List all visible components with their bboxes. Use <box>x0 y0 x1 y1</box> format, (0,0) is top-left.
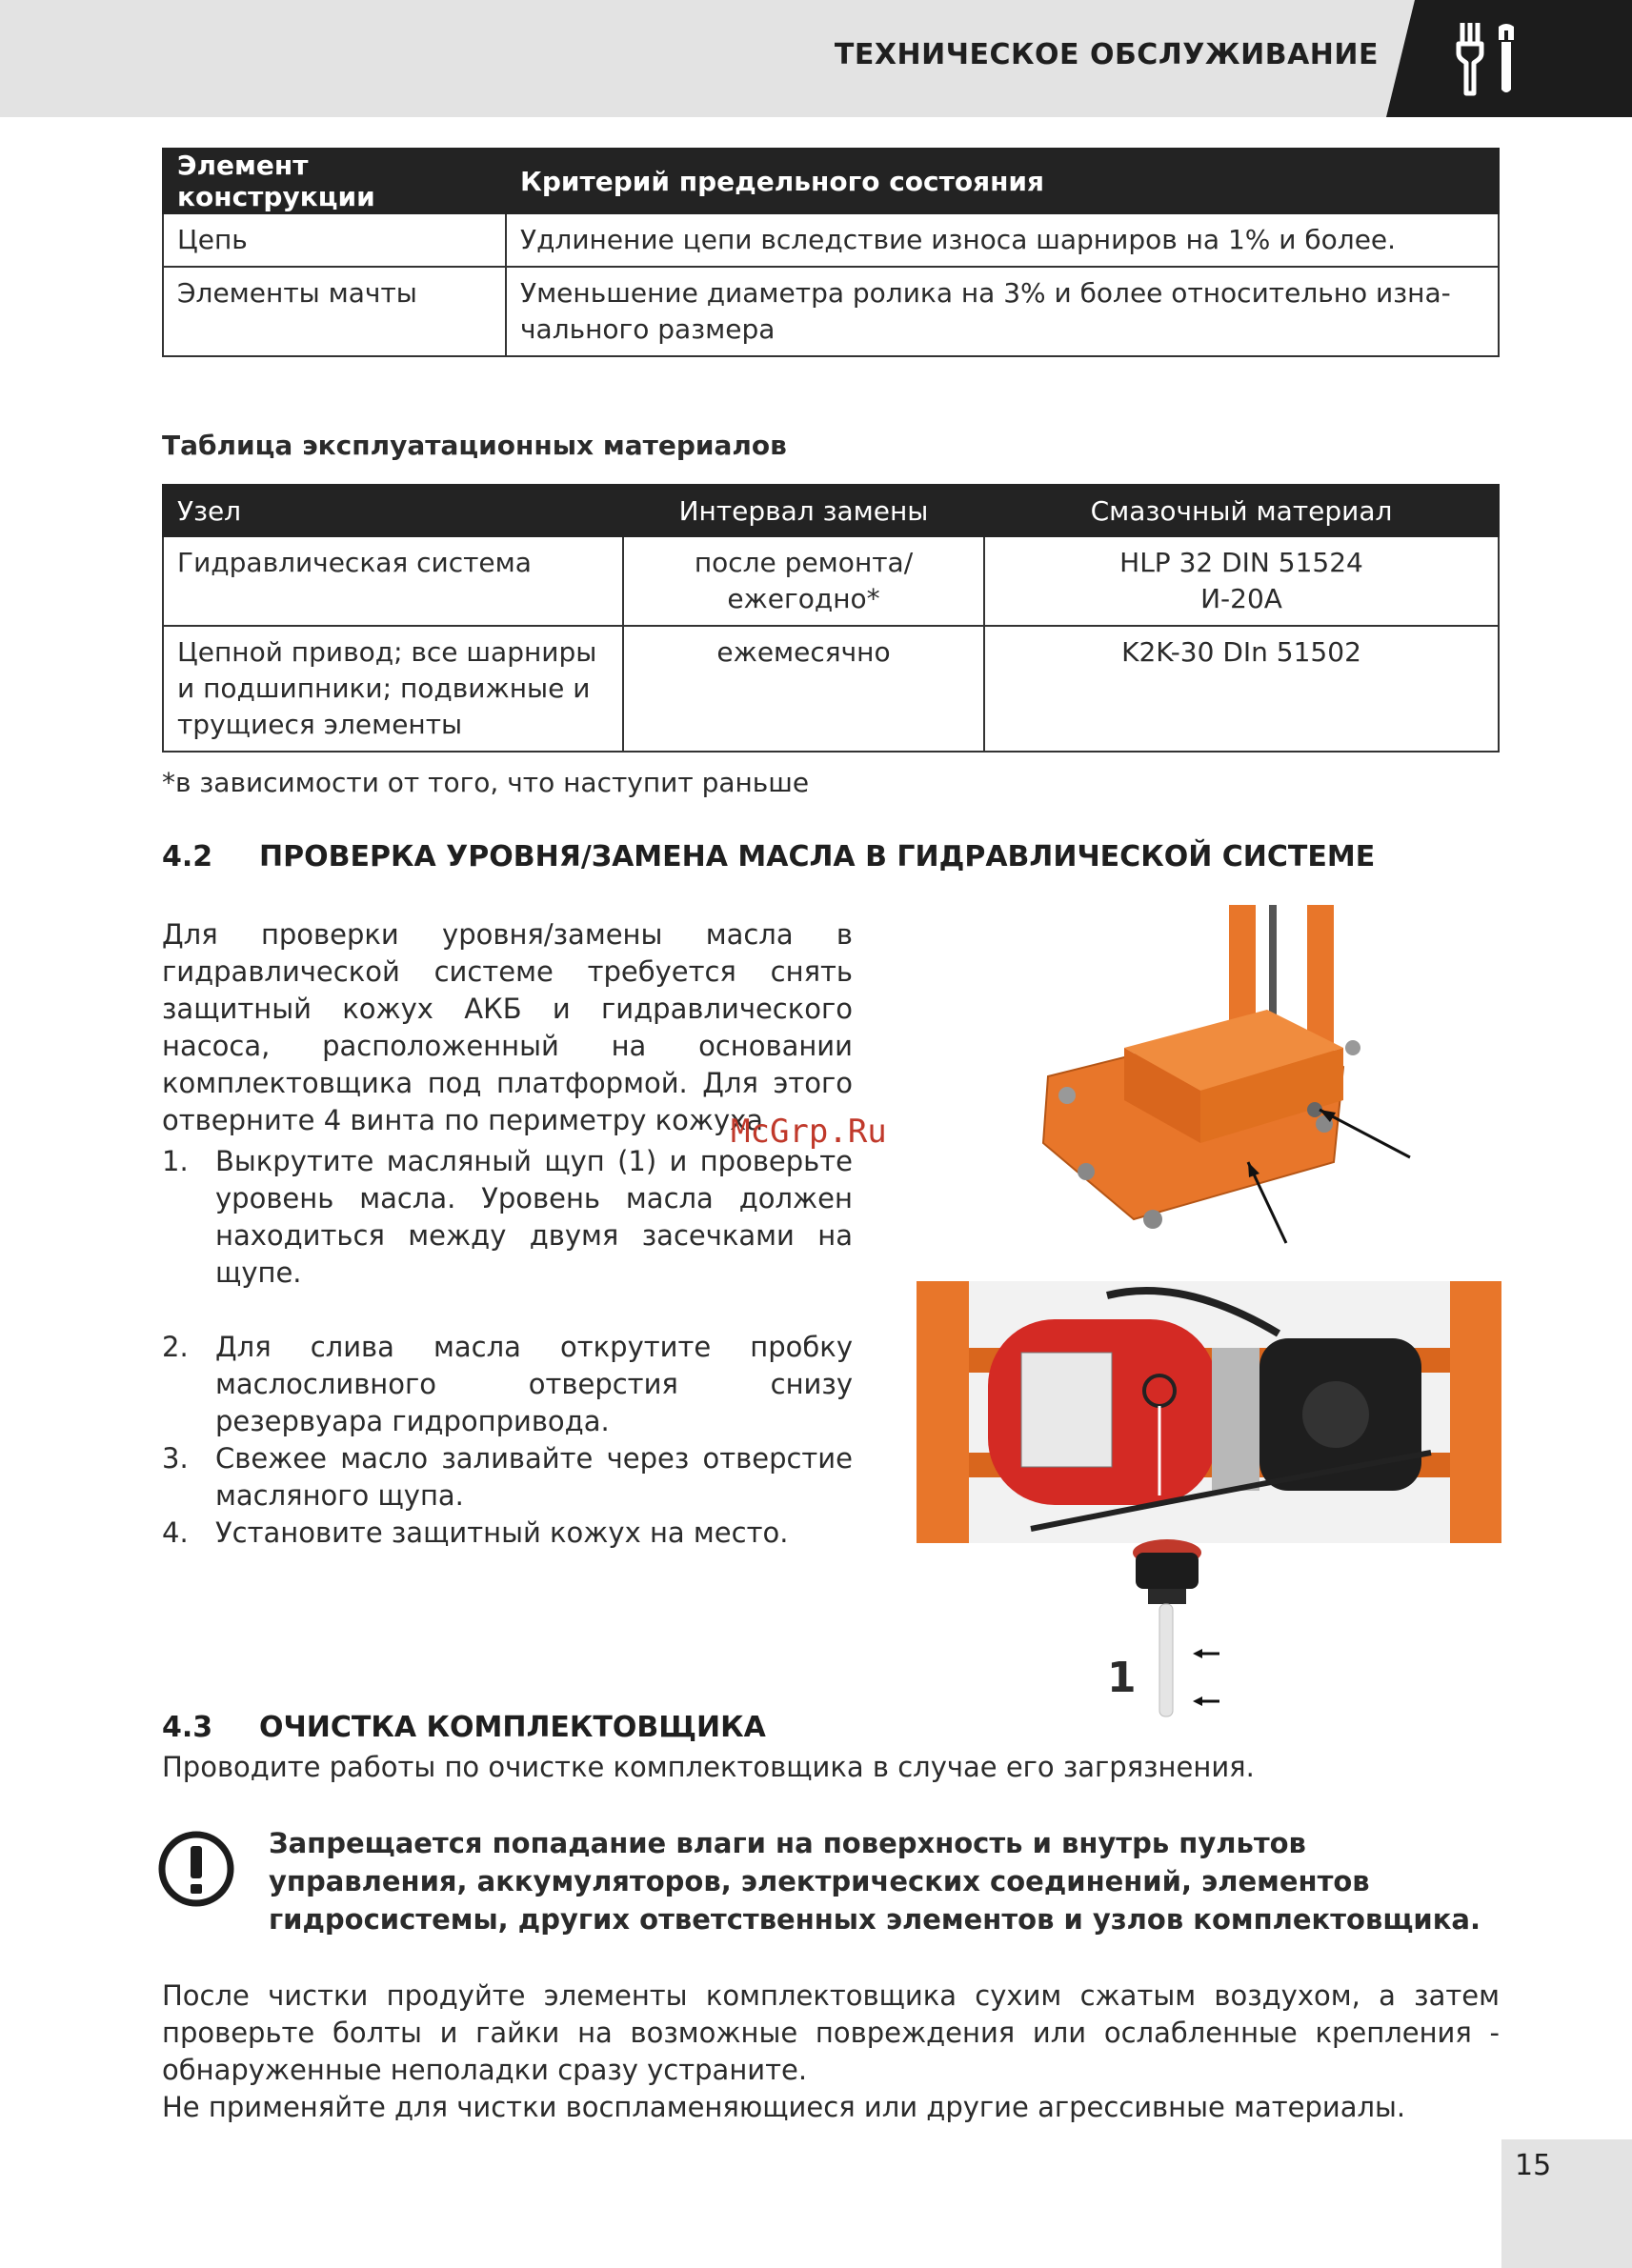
tools-icon <box>1441 17 1546 98</box>
section-4-2-heading <box>162 840 1375 873</box>
section-4-2-intro: Для проверки уровня/замены масла в гидравлической системе требуется снять защитный кожух АКБ и гидравлического насоса, расположенный на основании комплектовщика под платформой. Для этого отверните 4 винта по периметру кожуха <box>162 918 853 1136</box>
table-header-row <box>163 485 1499 536</box>
materials-footnote: *в зависимости от того, что наступит раньше <box>162 767 810 798</box>
section-title: ПРОВЕРКА УРОВНЯ/ЗАМЕНА МАСЛА В ГИДРАВЛИЧЕСКОЙ СИСТЕМЕ <box>259 840 1376 873</box>
step-text: Для слива масла открутите пробку маслосливного отверстия снизу резервуара гидропривода. <box>215 1331 853 1437</box>
warning-icon <box>156 1829 236 1909</box>
table-cell: Удлинение цепи вследствие износа шарниров на 1% и более. <box>506 213 1499 267</box>
table-header: Узел <box>163 485 623 536</box>
cleaning-caution-text: Не применяйте для чистки воспламеняющиеся или другие агрессивные материалы. <box>162 2091 1406 2123</box>
table-cell: Цепь <box>163 213 506 267</box>
table-cell <box>623 536 984 626</box>
section-title: ОЧИСТКА КОМПЛЕКТОВЩИКА <box>259 1711 766 1744</box>
list-item <box>162 1515 853 1552</box>
warning-text: Запрещается попадание влаги на поверхность и внутрь пультов управления, аккумуляторов, электрических соединений, элементов гидросистемы, других ответственных элементов и узлов комплектовщика. <box>269 1827 1481 1936</box>
lubricant-line: HLP 32 DIN 51524 <box>1119 547 1363 578</box>
table-cell: Элементы мачты <box>163 267 506 356</box>
table-header-row <box>163 149 1499 213</box>
header-band <box>0 0 1632 117</box>
hydraulic-pump-photo <box>917 1281 1501 1543</box>
limit-state-table <box>162 148 1500 357</box>
after-cleaning-text: После чистки продуйте элементы комплектовщика сухим сжатым воздухом, а затем проверьте болты и гайки на возможные повреждения или ослабленные крепления - обнаруженные неполадки сразу устраните. <box>162 1979 1500 2086</box>
step-number: 4. <box>162 1516 189 1549</box>
header-tab <box>1386 0 1632 117</box>
step-number: 3. <box>162 1442 189 1475</box>
interval-line: после ремонта/ <box>694 547 914 578</box>
step-text: Свежее масло заливайте через отверстие масляного щупа. <box>215 1442 853 1512</box>
step-number: 2. <box>162 1331 189 1363</box>
interval-line: ежегодно* <box>727 583 880 614</box>
table-header: Элемент конструкции <box>163 149 506 213</box>
table-header: Смазочный материал <box>984 485 1499 536</box>
table-row <box>163 626 1499 752</box>
watermark: McGrp.Ru <box>731 1113 887 1151</box>
table-row <box>163 536 1499 626</box>
list-item <box>162 1143 853 1292</box>
table-row <box>163 213 1499 267</box>
table-cell: Гидравлическая система <box>163 536 623 626</box>
section-number: 4.3 <box>162 1711 213 1744</box>
step-text: Установите защитный кожух на место. <box>215 1516 789 1549</box>
list-item <box>162 1329 853 1440</box>
list-item <box>162 1440 853 1515</box>
table-cell: Цепной привод; все шарниры и подшипники; подвижные и трущиеся элементы <box>163 626 623 752</box>
table-cell: Уменьшение диаметра ролика на 3% и более относительно изна-чального размера <box>506 267 1499 356</box>
table-cell <box>984 536 1499 626</box>
step-number: 1. <box>162 1145 189 1177</box>
picker-base-photo <box>1029 905 1505 1267</box>
table-cell: K2K-30 DIn 51502 <box>984 626 1499 752</box>
table-cell: ежемесячно <box>623 626 984 752</box>
steps-list <box>162 1143 853 1552</box>
table-row <box>163 267 1499 356</box>
step-text: Выкрутите масляный щуп (1) и проверьте уровень масла. Уровень масла должен находиться между двумя засечками на щупе. <box>215 1145 853 1289</box>
lubricant-line: И-20А <box>1200 583 1282 614</box>
section-number: 4.2 <box>162 840 213 873</box>
section-4-3-intro: Проводите работы по очистке комплектовщика в случае его загрязнения. <box>162 1751 1255 1783</box>
table-header: Критерий предельного состояния <box>506 149 1499 213</box>
page-header-title: ТЕХНИЧЕСКОЕ ОБСЛУЖИВАНИЕ <box>834 38 1379 71</box>
materials-table <box>162 484 1500 753</box>
section-4-3-heading <box>162 1711 766 1744</box>
materials-table-title: Таблица эксплуатационных материалов <box>162 430 787 461</box>
table-header: Интервал замены <box>623 485 984 536</box>
page-number: 15 <box>1515 2149 1552 2182</box>
dipstick-label: 1 <box>1107 1654 1137 1702</box>
